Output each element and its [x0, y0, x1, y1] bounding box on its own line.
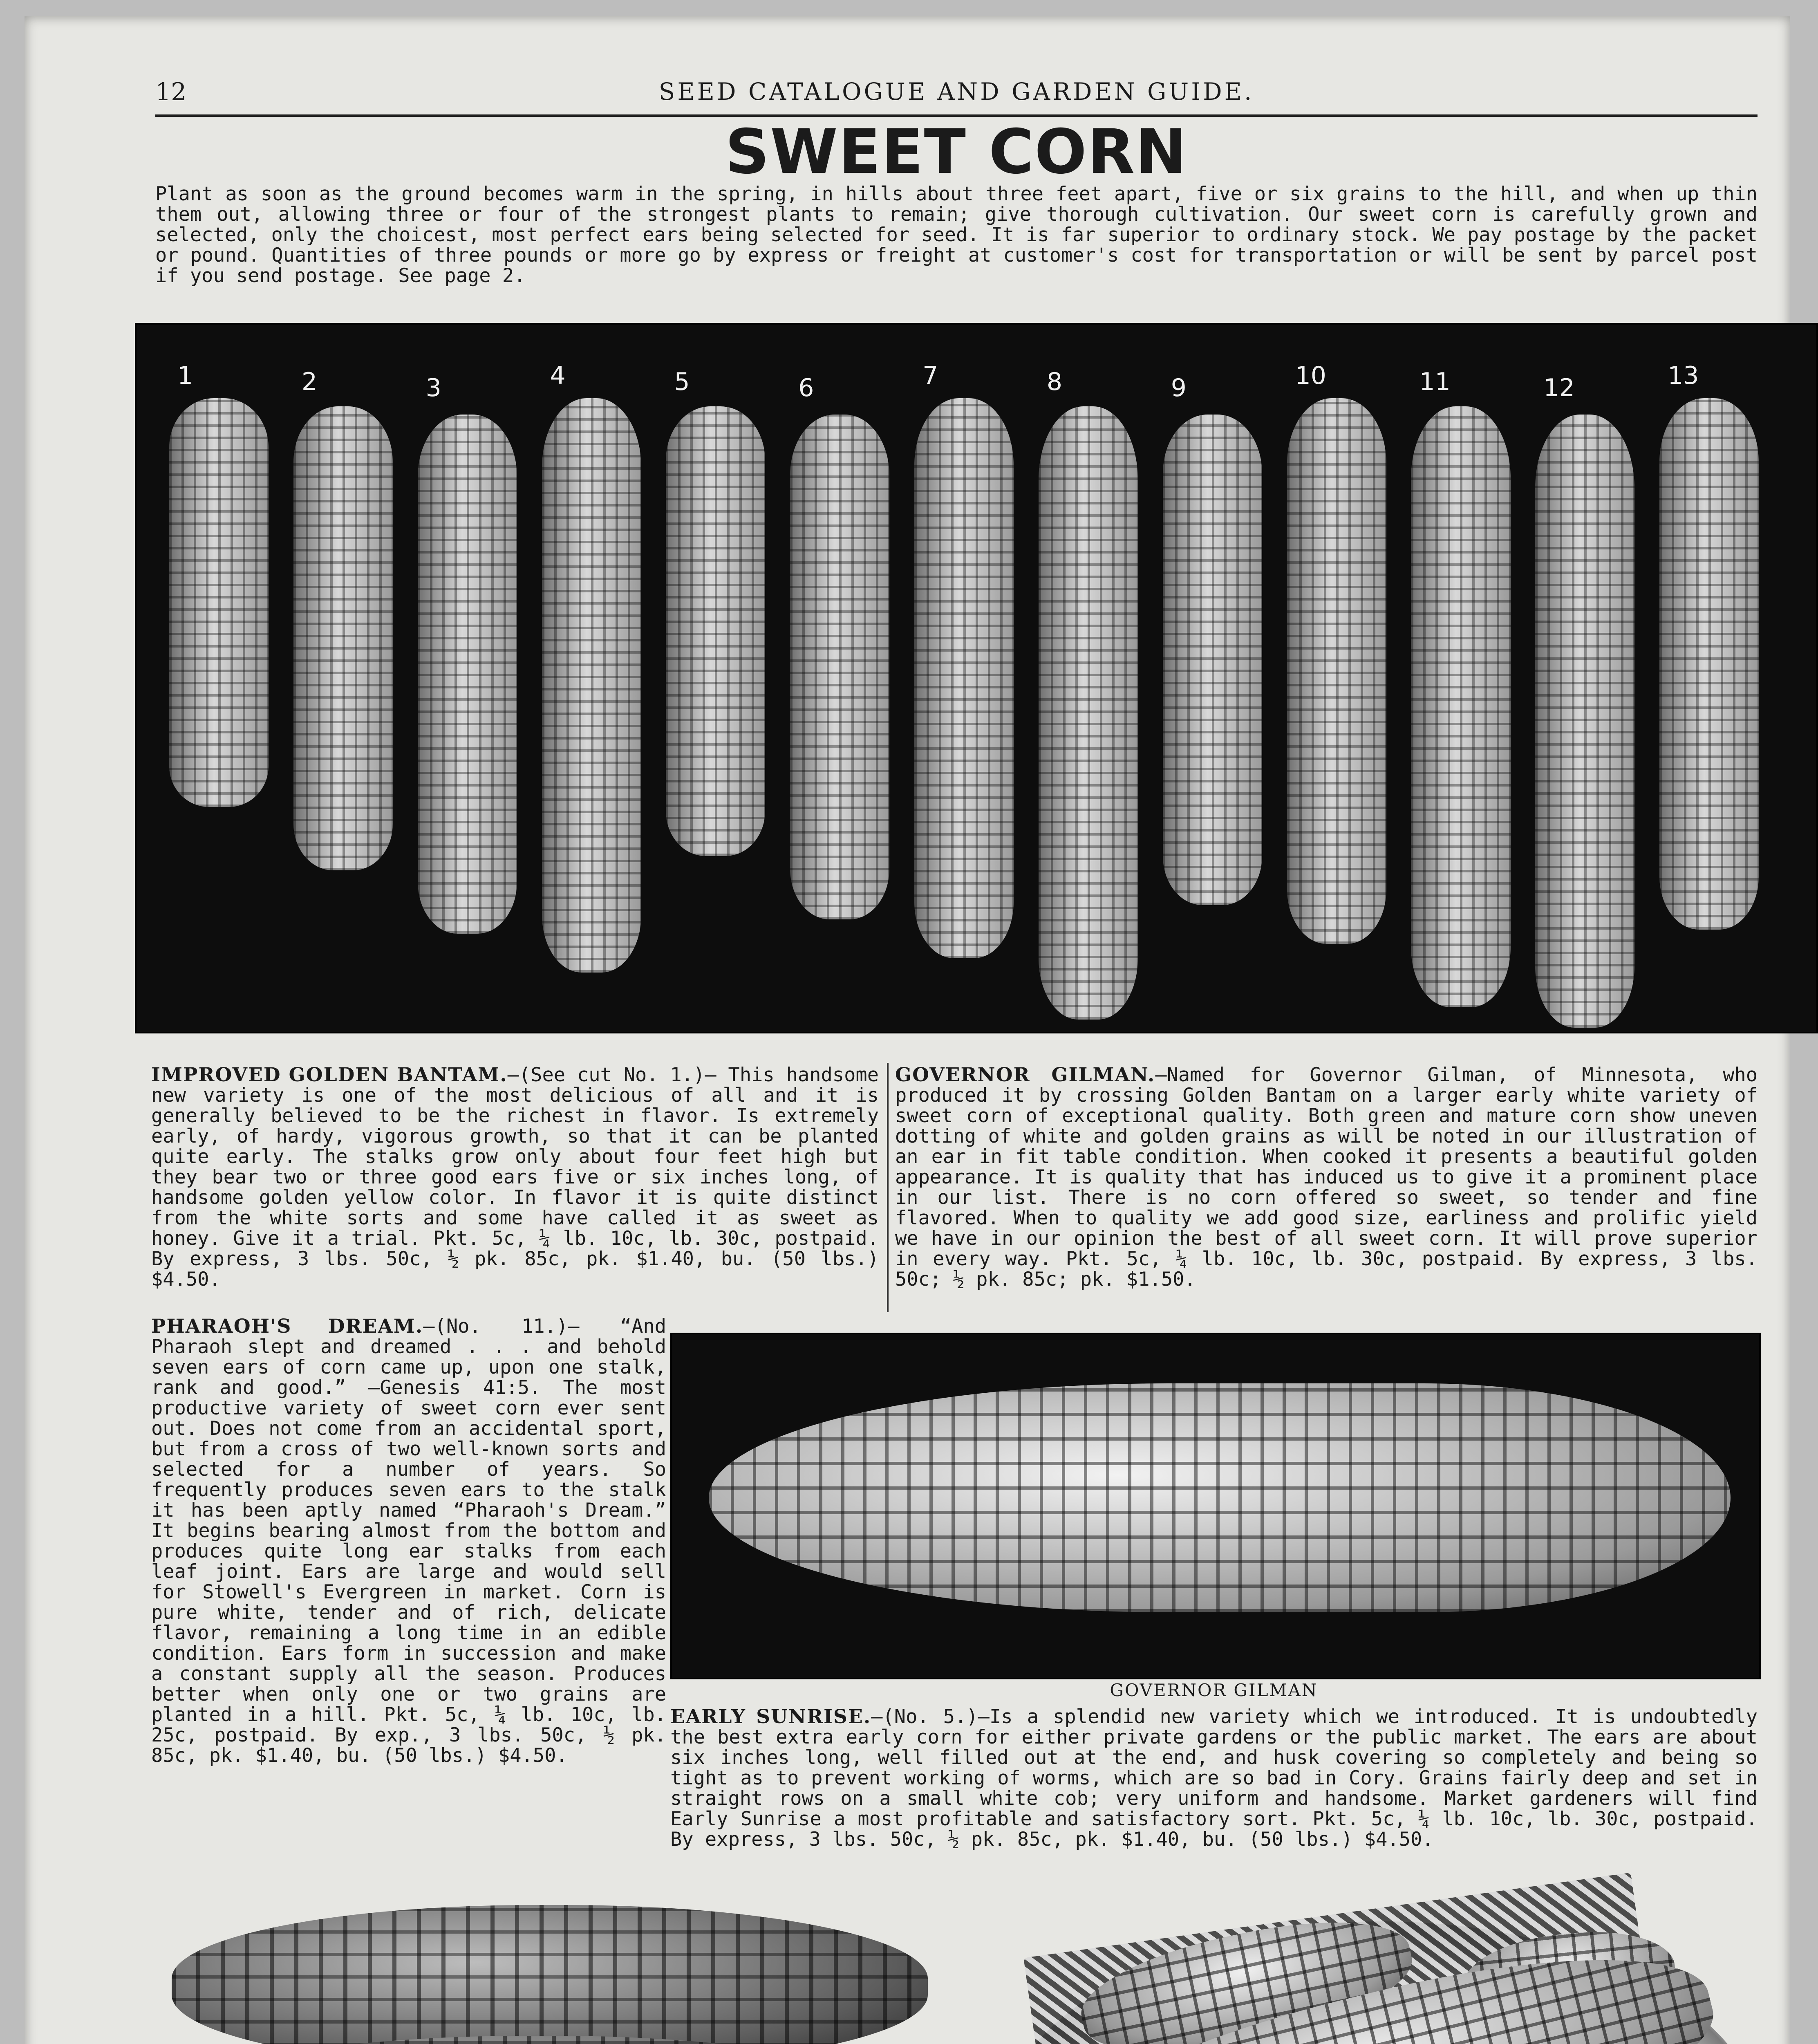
governor-gilman-caption: GOVERNOR GILMAN: [1110, 1680, 1318, 1700]
corn-ear: [1535, 415, 1634, 1028]
corn-ear-number: 6: [798, 374, 814, 402]
page-title: SWEET CORN: [725, 117, 1188, 188]
corn-ear: [1411, 406, 1510, 1007]
corn-ear-number: 2: [301, 368, 318, 396]
golden-bantam-entry: [151, 1065, 879, 1290]
running-title: SEED CATALOGUE AND GARDEN GUIDE.: [658, 78, 1254, 105]
pharaoh-ear: [172, 1905, 928, 2044]
corn-ear-number: 1: [177, 361, 193, 390]
column-divider: [887, 1063, 889, 1312]
corn-ear: [1039, 406, 1138, 1020]
governor-gilman-entry: [895, 1065, 1758, 1290]
early-sunrise-body: —(No. 5.)—Is a splendid new variety which we introduced. It is undoubtedly the best extra early corn for either private gardens or the public market. The ears are about six inches long, well filled out at the end, and husk covering so completely and being so tight as to prevent working of worms, which are so bad in Cory. Grains fairly deep and set in straight rows on a small white cob; very uniform and handsome. Market gardeners will find Early Sunrise a most profitable and satisfactory sort. Pkt. 5c, ¼ lb. 10c, lb. 30c, postpaid. By express, 3 lbs. 50c, ½ pk. 85c, pk. $1.40, bu. (50 lbs.) $4.50.: [670, 1706, 1758, 1851]
corn-ear-number: 5: [674, 368, 690, 396]
pharaohs-dream-heading: PHARAOH'S DREAM.: [151, 1315, 423, 1338]
governor-gilman-body: —Named for Governor Gilman, of Minnesota, who produced it by crossing Golden Bantam on a larger early white variety of sweet corn of exceptional quality. Both green and mature corn show uneven dotting of white and golden grains as will be noted in our illustration of an ear in fit table condition. When cooked it presents a beautiful golden appearance. It is quality that has induced us to give it a prominent place in our list. There is no corn offered so sweet, so tender and fine flavored. When to quality we add good size, earliness and prolific yield we have in our opinion the best of all sweet corn. It will prove superior in every way. Pkt. 5c, ¼ lb. 10c, lb. 30c, postpaid. By express, 3 lbs. 50c; ½ pk. 85c; pk. $1.50.: [895, 1064, 1758, 1291]
corn-ear-number: 3: [425, 374, 441, 402]
corn-ear: [169, 398, 269, 807]
corn-ear-number: 4: [550, 361, 566, 390]
corn-ear-number: 8: [1046, 368, 1063, 396]
governor-gilman-ear: [709, 1383, 1731, 1612]
corn-ear: [666, 406, 765, 856]
corn-ear-number: 12: [1543, 374, 1575, 402]
corn-ear: [790, 415, 889, 919]
page-number: 12: [155, 78, 187, 106]
early-sunrise-illustration: [985, 1897, 1778, 2044]
corn-ear-number: 7: [922, 361, 938, 390]
running-header: [155, 61, 1758, 117]
corn-ear: [914, 398, 1014, 958]
corn-ear: [1659, 398, 1759, 930]
pharaohs-dream-entry: [151, 1316, 666, 1766]
corn-ear-number: 13: [1668, 361, 1699, 390]
corn-ear-number: 11: [1419, 368, 1451, 396]
corn-ear-number: 10: [1295, 361, 1326, 390]
corn-ear: [293, 406, 393, 870]
corn-ear: [1163, 415, 1262, 905]
corn-ear: [542, 398, 641, 973]
golden-bantam-body: —(See cut No. 1.)— This handsome new variety is one of the most delicious of all and it is generally believed to be the richest in flavor. Is extremely early, of hardy, vigorous growth, so that it can be planted quite early. The stalks grow only about four feet high but they bear two or three good ears five or six inches long, of handsome golden yellow color. In flavor it is quite distinct from the white sorts and some have called it as sweet as honey. Give it a trial. Pkt. 5c, ¼ lb. 10c, lb. 30c, postpaid. By express, 3 lbs. 50c, ½ pk. 85c, pk. $1.40, bu. (50 lbs.) $4.50.: [151, 1064, 879, 1291]
early-sunrise-entry: [670, 1707, 1758, 1850]
pharaohs-dream-body: —(No. 11.)— “And Pharaoh slept and dreamed . . . and behold seven ears of corn came up, upon one stalk, rank and good.” —Genesis 41:5. The most productive variety of sweet corn ever sent out. Does not come from an accidental sport, but from a cross of two well-known sorts and selected for a number of years. So frequently produces seven ears to the stalk it has been aptly named “Pharaoh's Dream.” It begins bearing almost from the bottom and produces quite long ear stalks from each leaf joint. Ears are large and would sell for Stowell's Evergreen in market. Corn is pure white, tender and of rich, delicate flavor, remaining a long time in an edible condition. Ears form in succession and make a constant supply all the season. Produces better when only one or two grains are planted in a hill. Pkt. 5c, ¼ lb. 10c, lb. 25c, postpaid. By exp., 3 lbs. 50c, ½ pk. 85c, pk. $1.40, bu. (50 lbs.) $4.50.: [151, 1315, 667, 1767]
golden-bantam-heading: IMPROVED GOLDEN BANTAM.: [151, 1064, 508, 1086]
corn-ear: [418, 415, 517, 934]
governor-gilman-photo: [670, 1333, 1761, 1679]
corn-ear: [1287, 398, 1386, 944]
early-sunrise-heading: EARLY SUNRISE.: [670, 1706, 871, 1728]
pharaohs-dream-illustration: [135, 1897, 973, 2044]
governor-gilman-heading: GOVERNOR GILMAN.: [895, 1064, 1155, 1086]
corn-varieties-photo: [135, 323, 1818, 1033]
corn-ear-number: 9: [1171, 374, 1187, 402]
intro-paragraph: Plant as soon as the ground becomes warm in the spring, in hills about three feet apart, five or six grains to the hill, and when up thin them out, allowing three or four of the strongest plants to remain; give thorough cultivation. Our sweet corn is carefully grown and selected, only the choicest, most perfect ears being selected for seed. It is far superior to ordinary stock. We pay postage by the packet or pound. Quantities of three pounds or more go by express or freight at customer's cost for transportation or will be sent by parcel post if you send postage. See page 2.: [155, 183, 1758, 287]
